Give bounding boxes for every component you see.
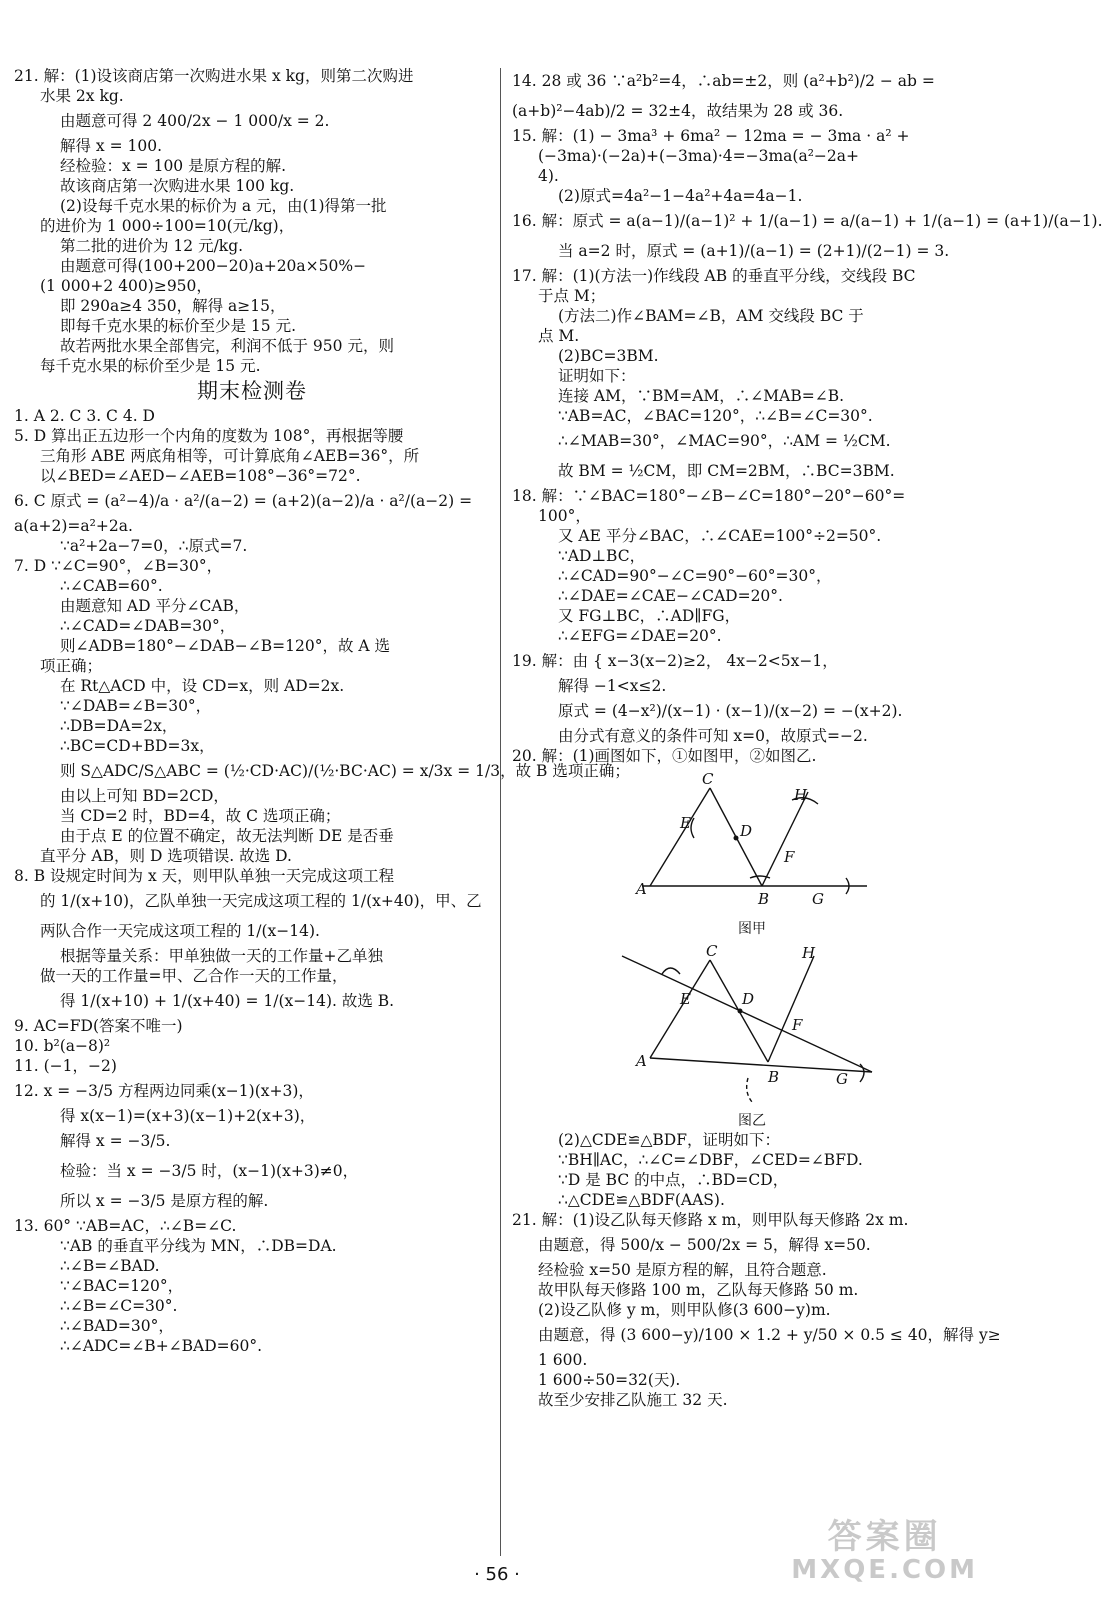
fig1-label-d: D bbox=[740, 822, 753, 840]
text-line: ∴∠CAD=∠DAB=30°， bbox=[60, 617, 236, 635]
text-line: ∴∠B=∠BAD. bbox=[60, 1257, 160, 1275]
section-heading: 期末检测卷 bbox=[197, 379, 307, 403]
text-line: ∵∠BAC=120°， bbox=[60, 1277, 184, 1295]
text-line: 即每千克水果的标价至少是 15 元. bbox=[60, 317, 297, 335]
text-line: 7. D ∵∠C=90°，∠B=30°， bbox=[14, 557, 223, 575]
fig1-label-f: F bbox=[784, 848, 795, 866]
fig1-label-h: H bbox=[794, 786, 808, 804]
watermark-line1: 答案圈 bbox=[827, 1517, 942, 1557]
text-line: a(a+2)=a²+2a. bbox=[14, 517, 133, 535]
text-line: (1 000+2 400)≥950， bbox=[40, 277, 212, 295]
text-line: 解得 x = 100. bbox=[60, 137, 163, 155]
text-line: 1 600. bbox=[538, 1351, 588, 1369]
text-line: ∴∠CAD=90°−∠C=90°−60°=30°， bbox=[558, 567, 832, 585]
watermark-line2: MXQE.COM bbox=[791, 1555, 978, 1585]
text-line: 10. b²(a−8)² bbox=[14, 1037, 111, 1055]
fig2-label-g: G bbox=[836, 1070, 848, 1088]
text-line: 1 600÷50=32(天). bbox=[538, 1371, 681, 1389]
right-column-top bbox=[512, 66, 1103, 766]
text-line: 经检验 x=50 是原方程的解，且符合题意. bbox=[538, 1261, 827, 1279]
text-line: 故该商店第一次购进水果 100 kg. bbox=[60, 177, 295, 195]
text-line: 根据等量关系：甲单独做一天的工作量+乙单独 bbox=[60, 947, 383, 965]
text-line: 18. 解：∵∠BAC=180°−∠B−∠C=180°−20°−60°= bbox=[512, 487, 906, 505]
text-line: 得 x(x−1)=(x+3)(x−1)+2(x+3)， bbox=[60, 1107, 316, 1125]
text-line: 即 290a≥4 350，解得 a≥15， bbox=[60, 297, 286, 315]
text-line: 12. x = −3/5 方程两边同乘(x−1)(x+3)， bbox=[14, 1082, 314, 1100]
text-line: 于点 M； bbox=[538, 287, 606, 305]
fig2-arc-bottom bbox=[747, 1078, 752, 1102]
text-line: 得 1/(x+10) + 1/(x+40) = 1/(x−14). 故选 B. bbox=[60, 992, 395, 1010]
fig1-arc-b bbox=[750, 876, 770, 878]
text-line: (2)BC=3BM. bbox=[558, 347, 659, 365]
text-line: 14. 28 或 36 ∵a²b²=4，∴ab=±2，则 (a²+b²)/2 − ab = bbox=[512, 72, 935, 90]
text-line: 每千克水果的标价至少是 15 元. bbox=[40, 357, 261, 375]
text-line: 又 FG⊥BC，∴AD∥FG， bbox=[558, 607, 741, 625]
text-line: 点 M. bbox=[538, 327, 580, 345]
text-line: ∵D 是 BC 的中点，∴BD=CD， bbox=[558, 1171, 789, 1189]
text-line: ∴∠DAE=∠CAE−∠CAD=20°. bbox=[558, 587, 783, 605]
text-line: 20. 解：(1)画图如下，①如图甲，②如图乙. bbox=[512, 747, 817, 765]
text-line: ∵∠DAB=∠B=30°， bbox=[60, 697, 212, 715]
text-line: 由题意，得 (3 600−y)/100 × 1.2 + y/50 × 0.5 ≤ 40，解得 y≥ bbox=[538, 1326, 1001, 1344]
text-line: 15. 解：(1) − 3ma³ + 6ma² − 12ma = − 3ma · a² + bbox=[512, 127, 910, 145]
text-line: ∴∠MAB=30°，∠MAC=90°，∴AM = ½CM. bbox=[558, 432, 891, 450]
figure-jia bbox=[622, 770, 882, 920]
text-line: 100°， bbox=[538, 507, 591, 525]
fig2-side-ac bbox=[650, 960, 710, 1058]
fig2-arc-top bbox=[662, 968, 680, 974]
text-line: 故至少安排乙队施工 32 天. bbox=[538, 1391, 728, 1409]
text-line: (2)△CDE≌△BDF，证明如下： bbox=[558, 1131, 780, 1149]
text-line: 以∠BED=∠AED−∠AEB=108°−36°=72°. bbox=[40, 467, 361, 485]
text-line: 故甲队每天修路 100 m，乙队每天修路 50 m. bbox=[538, 1281, 859, 1299]
watermark-logo bbox=[791, 1518, 978, 1584]
text-line: 原式 = (4−x²)/(x−1) · (x−1)/(x−2) = −(x+2). bbox=[558, 702, 903, 720]
text-line: 11. (−1，−2) bbox=[14, 1057, 117, 1075]
fig1-point-d bbox=[734, 836, 739, 841]
text-line: 由题意可得(100+200−20)a+20a×50%− bbox=[60, 257, 367, 275]
text-line: 当 a=2 时，原式 = (a+1)/(a−1) = (2+1)/(2−1) = 3. bbox=[558, 242, 950, 260]
text-line: 经检验：x = 100 是原方程的解. bbox=[60, 157, 287, 175]
text-line: ∴∠BAD=30°， bbox=[60, 1317, 174, 1335]
text-line: 由分式有意义的条件可知 x=0，故原式=−2. bbox=[558, 727, 868, 745]
text-line: 17. 解：(1)(方法一)作线段 AB 的垂直平分线，交线段 BC bbox=[512, 267, 916, 285]
text-line: 解得 x = −3/5. bbox=[60, 1132, 171, 1150]
text-line: (2)设乙队修 y m，则甲队修(3 600−y)m. bbox=[538, 1301, 831, 1319]
text-line: (2)原式=4a²−1−4a²+4a=4a−1. bbox=[558, 187, 803, 205]
text-line: 由以上可知 BD=2CD， bbox=[60, 787, 229, 805]
text-line: 在 Rt△ACD 中，设 CD=x，则 AD=2x. bbox=[60, 677, 345, 695]
text-line: ∵AB 的垂直平分线为 MN，∴DB=DA. bbox=[60, 1237, 337, 1255]
text-line: 21. 解：(1)设该商店第一次购进水果 x kg，则第二次购进 bbox=[14, 67, 414, 85]
text-line: ∴∠EFG=∠DAE=20°. bbox=[558, 627, 722, 645]
fig2-label-h: H bbox=[802, 944, 816, 962]
right-column-bottom bbox=[512, 1130, 1001, 1410]
text-line: ∴∠CAB=60°. bbox=[60, 577, 163, 595]
text-line: 由题意，得 500/x − 500/2x = 5，解得 x=50. bbox=[538, 1236, 871, 1254]
fig2-label-c: C bbox=[706, 942, 718, 960]
text-line: 则 S△ADC/S△ABC = (½·CD·AC)/(½·BC·AC) = x/3x = 1/3，故 B 选项正确； bbox=[60, 762, 630, 780]
fig1-ray-bh bbox=[762, 792, 808, 886]
fig1-label-e: E bbox=[680, 814, 691, 832]
fig1-label-g: G bbox=[812, 890, 824, 908]
text-line: ∵a²+2a−7=0，∴原式=7. bbox=[60, 537, 248, 555]
text-line: 两队合作一天完成这项工程的 1/(x−14). bbox=[40, 922, 320, 940]
text-line: 16. 解：原式 = a(a−1)/(a−1)² + 1/(a−1) = a/(a−1) + 1/(a−1) = (a+1)/(a−1). bbox=[512, 212, 1103, 230]
text-line: 做一天的工作量=甲、乙合作一天的工作量， bbox=[40, 967, 348, 985]
text-line: 所以 x = −3/5 是原方程的解. bbox=[60, 1192, 269, 1210]
figure-yi bbox=[622, 942, 882, 1112]
text-line: 由于点 E 的位置不确定，故无法判断 DE 是否垂 bbox=[60, 827, 394, 845]
text-line: 水果 2x kg. bbox=[40, 87, 124, 105]
text-line: 又 AE 平分∠BAC，∴∠CAE=100°÷2=50°. bbox=[558, 527, 882, 545]
text-line: 证明如下： bbox=[558, 367, 636, 385]
fig2-point-d bbox=[738, 1009, 743, 1014]
column-divider bbox=[500, 68, 501, 1556]
fig2-ray-bh bbox=[768, 956, 814, 1062]
right-column bbox=[512, 66, 1103, 1410]
text-line: 检验：当 x = −3/5 时，(x−1)(x+3)≠0， bbox=[60, 1162, 359, 1180]
text-line: 项正确； bbox=[40, 657, 103, 675]
text-line: 6. C 原式 = (a²−4)/a · a²/(a−2) = (a+2)(a−2)/a · a²/(a−2) = bbox=[14, 492, 473, 510]
text-line: 解得 −1<x≤2. bbox=[558, 677, 667, 695]
text-line: 连接 AM，∵BM=AM，∴∠MAB=∠B. bbox=[558, 387, 845, 405]
text-line: 4). bbox=[538, 167, 559, 185]
text-line: ∴DB=DA=2x， bbox=[60, 717, 178, 735]
text-line: ∴BC=CD+BD=3x， bbox=[60, 737, 215, 755]
text-line: 第二批的进价为 12 元/kg. bbox=[60, 237, 244, 255]
text-line: ∴∠B=∠C=30°. bbox=[60, 1297, 178, 1315]
text-line: ∴∠ADC=∠B+∠BAD=60°. bbox=[60, 1337, 263, 1355]
text-line: 故若两批水果全部售完，利润不低于 950 元，则 bbox=[60, 337, 394, 355]
text-line: 的 1/(x+10)，乙队单独一天完成这项工程的 1/(x+40)，甲、乙 bbox=[40, 892, 482, 910]
text-line: ∴△CDE≌△BDF(AAS). bbox=[558, 1191, 725, 1209]
text-line: 8. B 设规定时间为 x 天，则甲队单独一天完成这项工程 bbox=[14, 867, 395, 885]
text-line: 9. AC=FD(答案不唯一) bbox=[14, 1017, 183, 1035]
text-line: (−3ma)·(−2a)+(−3ma)·4=−3ma(a²−2a+ bbox=[538, 147, 860, 165]
text-line: 则∠ADB=180°−∠DAB−∠B=120°，故 A 选 bbox=[60, 637, 391, 655]
fig2-label-b: B bbox=[768, 1068, 780, 1086]
text-line: 1. A 2. C 3. C 4. D bbox=[14, 407, 155, 425]
text-line: 5. D 算出正五边形一个内角的度数为 108°，再根据等腰 bbox=[14, 427, 404, 445]
figure-jia-caption: 图甲 bbox=[738, 921, 766, 937]
fig2-label-e: E bbox=[680, 990, 691, 1008]
fig1-arc-e bbox=[691, 818, 694, 838]
text-line: (方法二)作∠BAM=∠B，AM 交线段 BC 于 bbox=[558, 307, 864, 325]
text-line: ∵BH∥AC，∴∠C=∠DBF，∠CED=∠BFD. bbox=[558, 1151, 863, 1169]
fig1-label-c: C bbox=[702, 770, 714, 788]
fig2-label-d: D bbox=[742, 990, 755, 1008]
page-number: · 56 · bbox=[474, 1564, 520, 1585]
text-line: 由题意知 AD 平分∠CAB， bbox=[60, 597, 250, 615]
fig1-label-b: B bbox=[758, 890, 770, 908]
text-line: 故 BM = ½CM，即 CM=2BM，∴BC=3BM. bbox=[558, 462, 895, 480]
text-line: (2)设每千克水果的标价为 a 元，由(1)得第一批 bbox=[60, 197, 387, 215]
text-line: 13. 60° ∵AB=AC，∴∠B=∠C. bbox=[14, 1217, 237, 1235]
text-line: 19. 解：由 { x−3(x−2)≥2， 4x−2<5x−1， bbox=[512, 652, 838, 670]
fig2-label-a: A bbox=[636, 1052, 647, 1070]
text-line: 由题意可得 2 400/2x − 1 000/x = 2. bbox=[60, 112, 330, 130]
text-line: 三角形 ABE 两底角相等，可计算底角∠AEB=36°，所 bbox=[40, 447, 420, 465]
text-line: ∵AD⊥BC， bbox=[558, 547, 646, 565]
text-line: ∵AB=AC，∠BAC=120°，∴∠B=∠C=30°. bbox=[558, 407, 873, 425]
fig1-label-a: A bbox=[636, 880, 647, 898]
fig1-side-ac bbox=[650, 788, 710, 886]
text-line: 当 CD=2 时，BD=4，故 C 选项正确； bbox=[60, 807, 341, 825]
fig2-bisector-line bbox=[622, 956, 872, 1072]
text-line: 直平分 AB，则 D 选项错误. 故选 D. bbox=[40, 847, 292, 865]
fig2-label-f: F bbox=[792, 1016, 803, 1034]
text-line: 21. 解：(1)设乙队每天修路 x m，则甲队每天修路 2x m. bbox=[512, 1211, 909, 1229]
figure-yi-caption: 图乙 bbox=[738, 1113, 766, 1129]
text-line: (a+b)²−4ab)/2 = 32±4，故结果为 28 或 36. bbox=[512, 102, 844, 120]
text-line: 的进价为 1 000÷100=10(元/kg)， bbox=[40, 217, 295, 235]
